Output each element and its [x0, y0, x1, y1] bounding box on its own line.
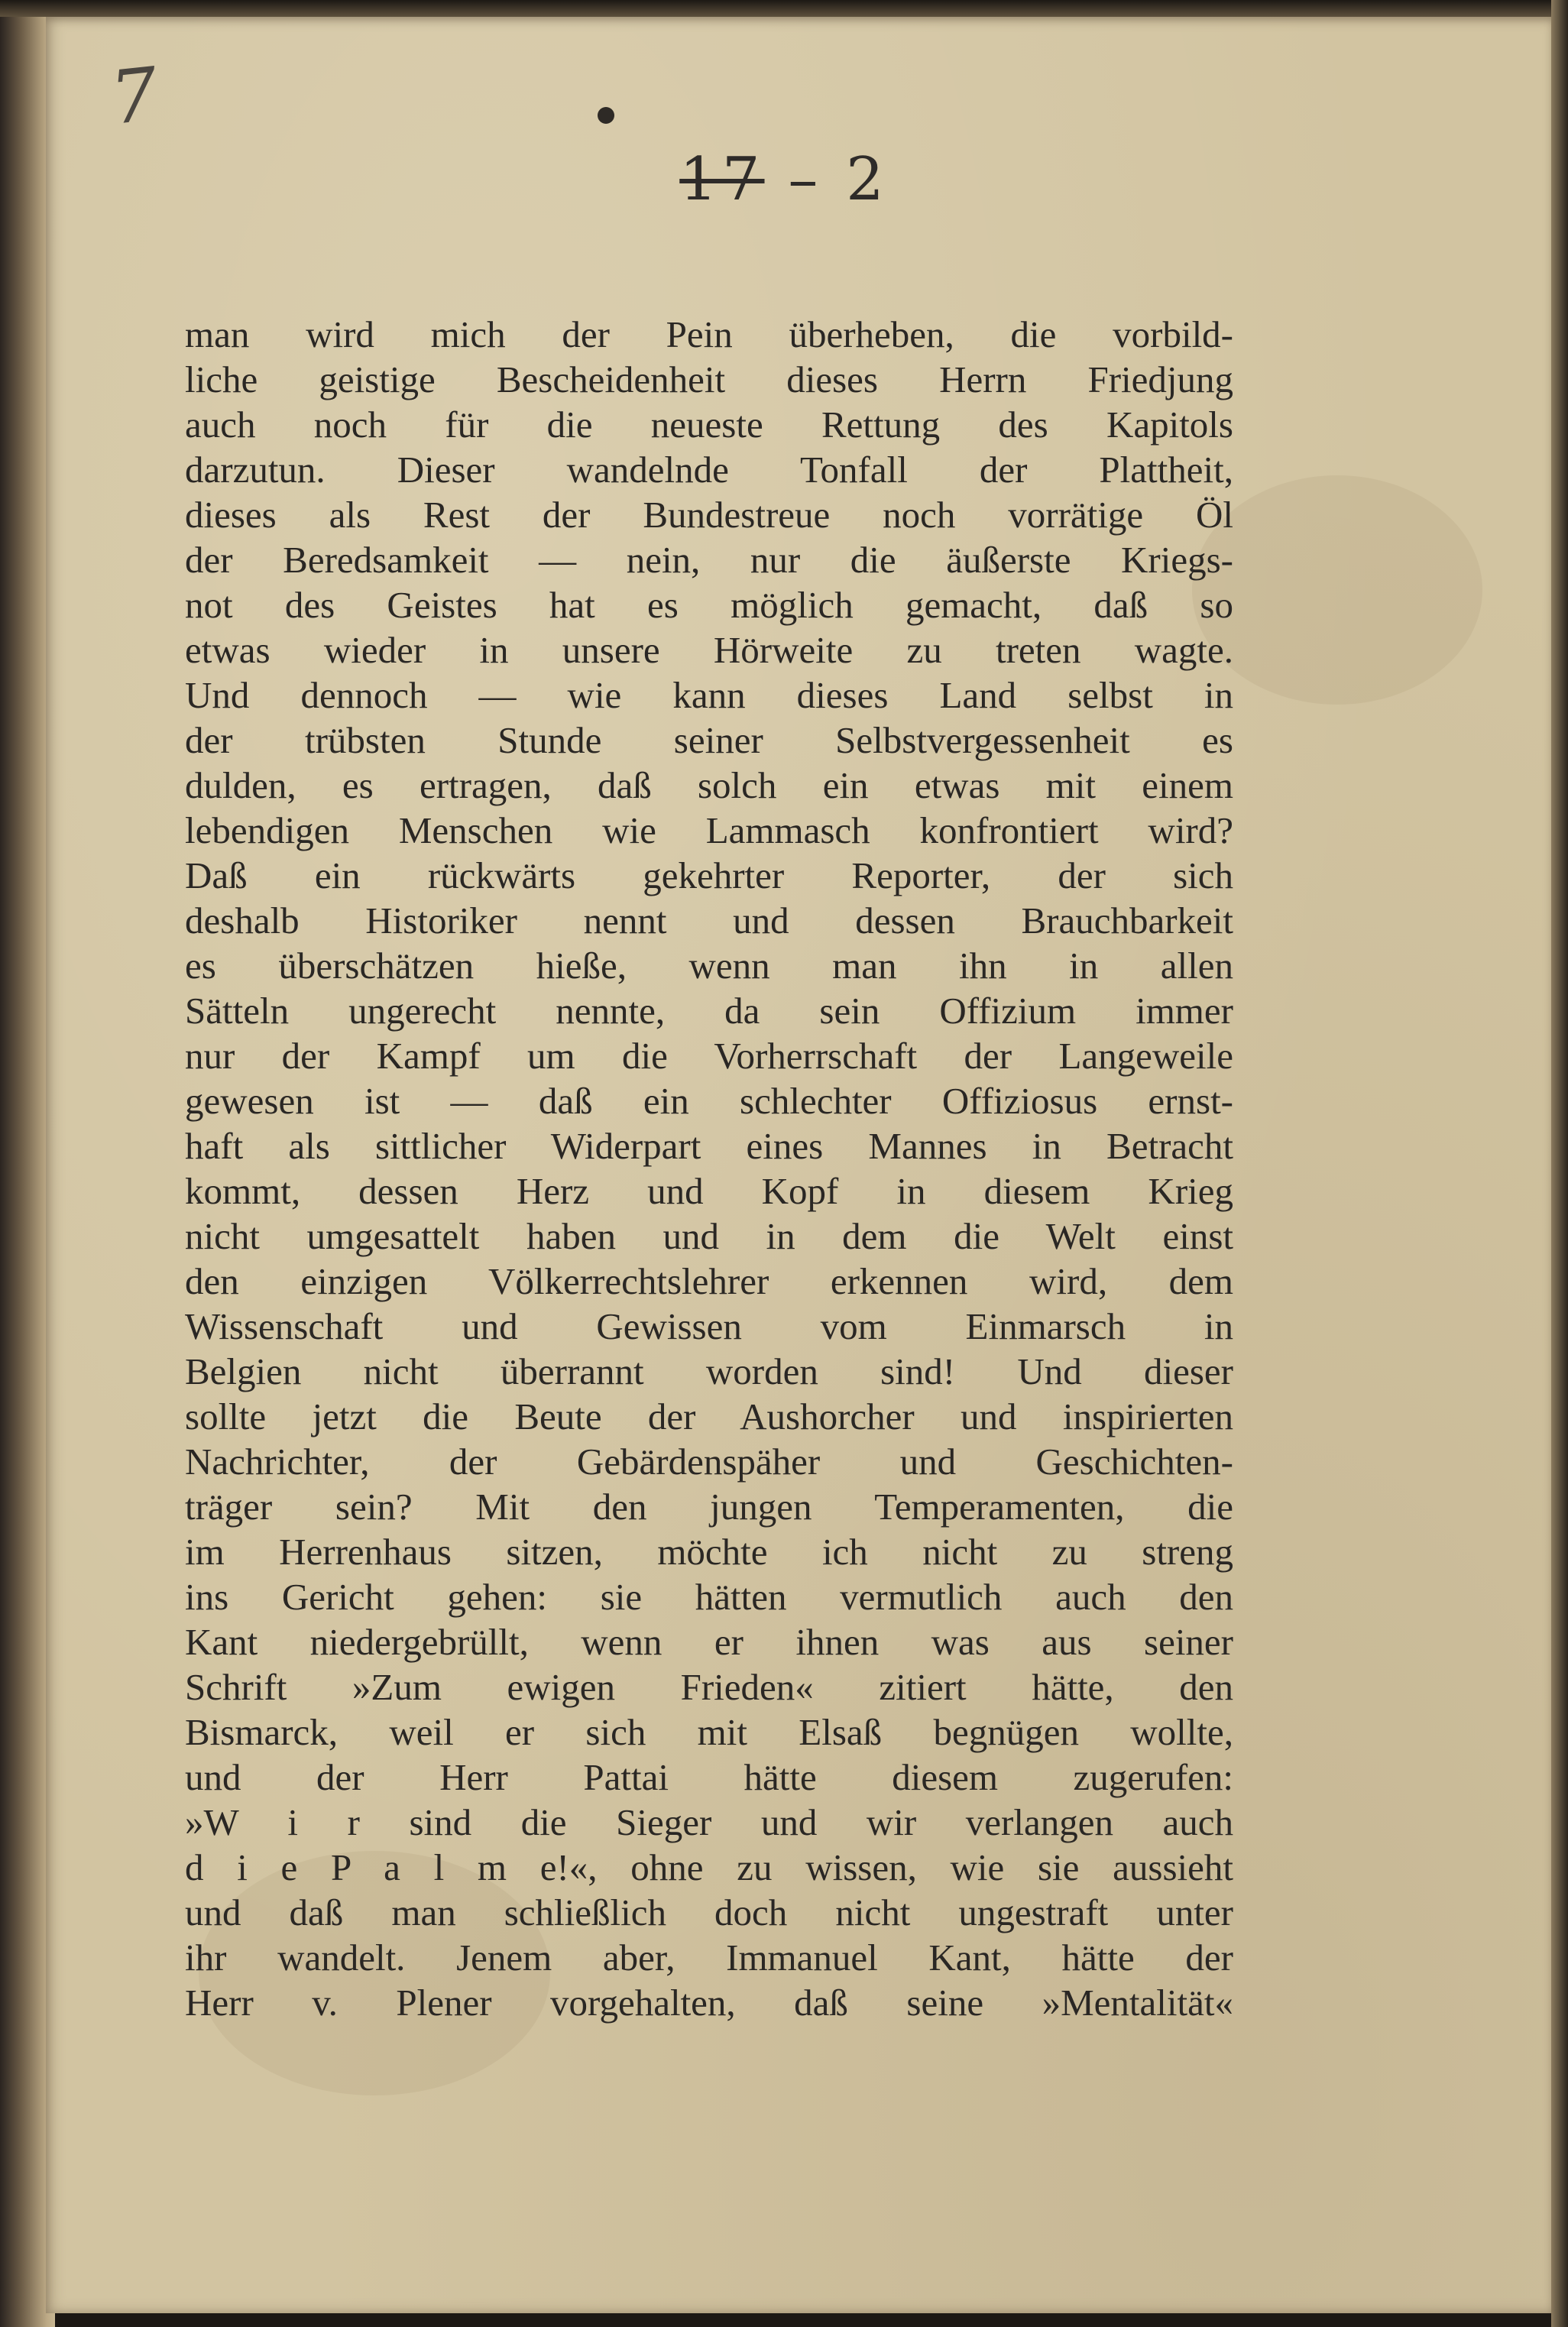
text-line: und daß man schließlich doch nicht ungestraft unter	[185, 1891, 1233, 1933]
text-line: Herr v. Plener vorgehalten, daß seine »Mentalität«	[185, 1982, 1233, 2024]
handwritten-folio-mark: 7	[106, 51, 162, 141]
text-line: Daß ein rückwärts gekehrter Reporter, der sich	[185, 854, 1233, 896]
text-line: Schrift »Zum ewigen Frieden« zitiert hätte, den	[185, 1666, 1233, 1708]
text-line: »W i r sind die Sieger und wir verlangen auch	[185, 1801, 1233, 1843]
text-line: dulden, es ertragen, daß solch ein etwas mit einem	[185, 764, 1233, 806]
page-right-edge	[1551, 0, 1568, 2327]
text-line: Bismarck, weil er sich mit Elsaß begnügen wollte,	[185, 1711, 1233, 1753]
text-line: nicht umgesattelt haben und in dem die Welt einst	[185, 1215, 1233, 1257]
text-line: ins Gericht gehen: sie hätten vermutlich auch den	[185, 1576, 1233, 1618]
text-line: auch noch für die neueste Rettung des Kapitols	[185, 403, 1233, 446]
text-line: sollte jetzt die Beute der Aushorcher und inspirierten	[185, 1395, 1233, 1437]
text-line: träger sein? Mit den jungen Temperamenten, die	[185, 1486, 1233, 1528]
text-line: der Beredsamkeit — nein, nur die äußerste Kriegs-	[185, 539, 1233, 581]
ink-dot	[598, 107, 614, 124]
page-top-edge	[0, 0, 1568, 17]
text-line: und der Herr Pattai hätte diesem zugerufen:	[185, 1756, 1233, 1798]
text-line: not des Geistes hat es möglich gemacht, daß so	[185, 584, 1233, 626]
page-number: 17 – 2	[679, 145, 889, 214]
text-line: Sätteln ungerecht nennte, da sein Offizium immer	[185, 990, 1233, 1032]
text-line: Belgien nicht überrannt worden sind! Und dieser	[185, 1350, 1233, 1392]
handwritten-page-number: 2	[846, 145, 889, 214]
text-line: darzutun. Dieser wandelnde Tonfall der Plattheit,	[185, 449, 1233, 491]
text-line: ihr wandelt. Jenem aber, Immanuel Kant, hätte der	[185, 1936, 1233, 1979]
text-line: den einzigen Völkerrechtslehrer erkennen wird, dem	[185, 1260, 1233, 1302]
text-line: es überschätzen hieße, wenn man ihn in allen	[185, 945, 1233, 987]
text-line: man wird mich der Pein überheben, die vorbild-	[185, 313, 1233, 355]
text-line: Nachrichter, der Gebärdenspäher und Geschichten-	[185, 1441, 1233, 1483]
text-line: lebendigen Menschen wie Lammasch konfrontiert wird?	[185, 809, 1233, 851]
paper-stain	[1192, 475, 1482, 705]
text-line: kommt, dessen Herz und Kopf in diesem Krieg	[185, 1170, 1233, 1212]
struck-page-number: 17	[679, 145, 765, 214]
body-text	[185, 312, 1233, 2025]
text-line: Und dennoch — wie kann dieses Land selbst in	[185, 674, 1233, 716]
text-line: Wissenschaft und Gewissen vom Einmarsch in	[185, 1305, 1233, 1347]
text-line: im Herrenhaus sitzen, möchte ich nicht zu streng	[185, 1531, 1233, 1573]
text-line: haft als sittlicher Widerpart eines Mannes in Betracht	[185, 1125, 1233, 1167]
text-line: liche geistige Bescheidenheit dieses Herrn Friedjung	[185, 358, 1233, 400]
text-line: etwas wieder in unsere Hörweite zu treten wagte.	[185, 629, 1233, 671]
text-line: d i e P a l m e!«, ohne zu wissen, wie sie aussieht	[185, 1846, 1233, 1888]
text-line: dieses als Rest der Bundestreue noch vorrätige Öl	[185, 494, 1233, 536]
text-line: deshalb Historiker nennt und dessen Brauchbarkeit	[185, 899, 1233, 941]
text-line: Kant niedergebrüllt, wenn er ihnen was aus seiner	[185, 1621, 1233, 1663]
text-line: nur der Kampf um die Vorherrschaft der Langeweile	[185, 1035, 1233, 1077]
text-line: gewesen ist — daß ein schlechter Offiziosus ernst-	[185, 1080, 1233, 1122]
text-line: der trübsten Stunde seiner Selbstvergessenheit es	[185, 719, 1233, 761]
